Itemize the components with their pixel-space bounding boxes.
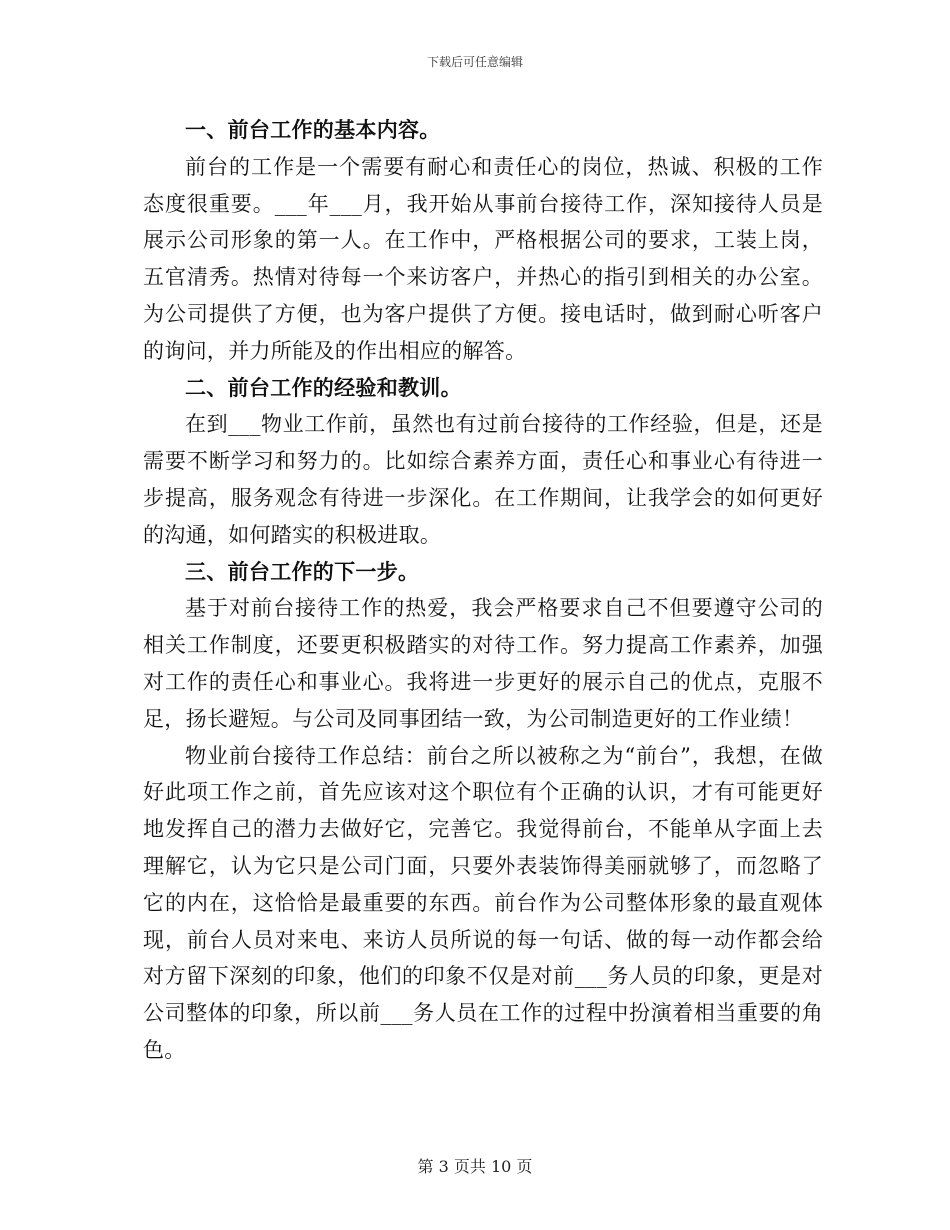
document-body xyxy=(143,112,823,1069)
page-header-note: 下载后可任意编辑 xyxy=(426,55,523,69)
section-1-body: 前台的工作是一个需要有耐心和责任心的岗位，热诚、积极的工作态度很重要。___年___月，我开始从事前台接待工作，深知接待人员是展示公司形象的第一人。在工作中，严格根据公司的要求，工装上岗，五官清秀。热情对待每一个来访客户，并热心的指引到相关的办公室。为公司提供了方便，也为客户提供了方便。接电话时，做到耐心听客户的询问，并力所能及的作出相应的解答。 xyxy=(143,154,823,363)
summary-paragraph: 物业前台接待工作总结：前台之所以被称之为“前台”，我想，在做好此项工作之前，首先应该对这个职位有个正确的认识，才有可能更好地发挥自己的潜力去做好它，完善它。我觉得前台，不能单从字面上去理解它，认为它只是公司门面，只要外表装饰得美丽就够了，而忽略了它的内在，这恰恰是最重要的东西。前台作为公司整体形象的最直观体现，前台人员对来电、来访人员所说的每一句话、做的每一动作都会给对方留下深刻的印象，他们的印象不仅是对前___务人员的印象，更是对公司整体的印象，所以前___务人员在工作的过程中扮演着相当重要的角色。 xyxy=(143,743,823,1062)
section-2-body: 在到___物业工作前，虽然也有过前台接待的工作经验，但是，还是需要不断学习和努力的。比如综合素养方面，责任心和事业心有待进一步提高，服务观念有待进一步深化。在工作期间，让我学会的如何更好的沟通，如何踏实的积极进取。 xyxy=(143,412,823,547)
section-2-heading: 二、前台工作的经验和教训。 xyxy=(185,374,462,400)
section-1-heading: 一、前台工作的基本内容。 xyxy=(185,117,441,142)
page-number: 第 3 页共 10 页 xyxy=(417,1157,533,1176)
section-3-body: 基于对前台接待工作的热爱，我会严格要求自己不但要遵守公司的相关工作制度，还要更积极踏实的对待工作。努力提高工作素养，加强对工作的责任心和事业心。我将进一步更好的展示自己的优点，克服不足，扬长避短。与公司及同事团结一致，为公司制造更好的工作业绩！ xyxy=(143,596,823,731)
section-3-heading: 三、前台工作的下一步。 xyxy=(185,558,420,584)
